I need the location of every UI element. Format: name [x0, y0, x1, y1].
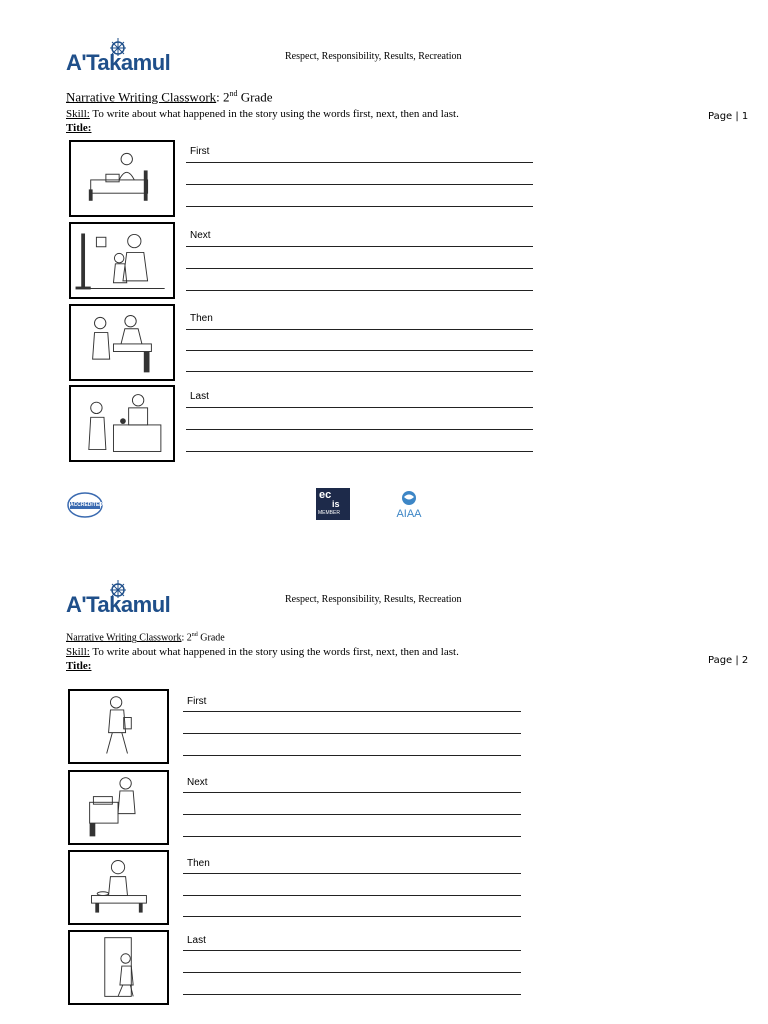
heading-sup: nd [229, 89, 238, 98]
heading-main: Narrative Writing Classwork [66, 632, 182, 644]
skill-label: Skill: [66, 108, 90, 120]
heading-grade-num: : 2 [181, 632, 192, 644]
page1-line [186, 268, 533, 269]
page1-line [186, 350, 533, 351]
doctor-exam-illustration [71, 306, 173, 379]
aiaa-text: AIAA [396, 508, 422, 520]
page1-line [186, 429, 533, 430]
page1-picture-last [69, 385, 175, 462]
page2-line [183, 895, 521, 896]
page1-line [186, 184, 533, 185]
page2-word-next: Next [187, 777, 208, 788]
accredited-text: ACCREDITED [70, 502, 103, 508]
heading-main: Narrative Writing Classwork [66, 89, 217, 105]
logo-text: A'Takamul [66, 50, 171, 75]
page1-heading [66, 89, 273, 105]
page2-line [183, 972, 521, 973]
page2-line [183, 994, 521, 995]
page2-line [183, 733, 521, 734]
page2-line [183, 792, 521, 793]
page1-line [186, 407, 533, 408]
school-logo [66, 36, 176, 96]
page1-word-then: Then [190, 313, 213, 324]
page2-picture-then [68, 850, 169, 925]
ecis-member-icon [316, 488, 350, 520]
page2-line [183, 814, 521, 815]
page2-skill [66, 646, 459, 658]
page2-line [183, 916, 521, 917]
page1-picture-then [69, 304, 175, 381]
page2-number: Page | 2 [708, 655, 749, 666]
page1-line [186, 371, 533, 372]
skill-label: Skill: [66, 646, 90, 658]
heading-grade-num: : 2 [216, 89, 230, 105]
page1-line [186, 206, 533, 207]
page2-line [183, 836, 521, 837]
ecis-member: MEMBER [318, 510, 340, 516]
skill-text: To write about what happened in the story using the words first, next, then and last. [89, 108, 459, 120]
doctor-visit-illustration [71, 224, 173, 297]
boy-eating-illustration [70, 852, 167, 923]
page1-line [186, 329, 533, 330]
page2-line [183, 873, 521, 874]
school-logo [66, 578, 176, 638]
page2-word-first: First [187, 696, 207, 707]
page2-line [183, 950, 521, 951]
boy-walking-illustration [70, 691, 167, 762]
page1-word-next: Next [190, 230, 211, 241]
page1-picture-first [69, 140, 175, 217]
page1-line [186, 290, 533, 291]
school-motto: Respect, Responsibility, Results, Recreation [285, 51, 462, 62]
page1-line [186, 162, 533, 163]
page1-skill [66, 108, 459, 120]
heading-grade: Grade [197, 632, 225, 644]
page1-line [186, 246, 533, 247]
heading-sup: nd [191, 632, 198, 638]
pharmacy-illustration [71, 387, 173, 460]
boy-leaving-illustration [70, 932, 167, 1003]
page1-line [186, 451, 533, 452]
logo-text: A'Takamul [66, 592, 171, 617]
page2-heading [66, 632, 225, 643]
skill-text: To write about what happened in the story using the words first, next, then and last. [89, 646, 459, 658]
page1-word-last: Last [190, 391, 209, 402]
aiaa-globe-icon [389, 488, 429, 522]
page2-picture-next [68, 770, 169, 845]
sick-in-bed-illustration [71, 142, 173, 215]
page2-picture-first [68, 689, 169, 764]
boy-at-desk-illustration [70, 772, 167, 843]
page1-number: Page | 1 [708, 111, 749, 122]
ecis-top: ec [319, 489, 332, 501]
page2-word-last: Last [187, 935, 206, 946]
page2-line [183, 755, 521, 756]
page1-picture-next [69, 222, 175, 299]
heading-grade: Grade [237, 89, 273, 105]
page2-line [183, 711, 521, 712]
ecis-mid: is [332, 499, 340, 509]
page2-picture-last [68, 930, 169, 1005]
page2-word-then: Then [187, 858, 210, 869]
page2-title-label: Title: [66, 660, 92, 672]
page1-word-first: First [190, 146, 210, 157]
page1-title-label: Title: [66, 122, 92, 134]
accredited-badge-icon [66, 489, 104, 519]
school-motto: Respect, Responsibility, Results, Recreation [285, 594, 462, 605]
